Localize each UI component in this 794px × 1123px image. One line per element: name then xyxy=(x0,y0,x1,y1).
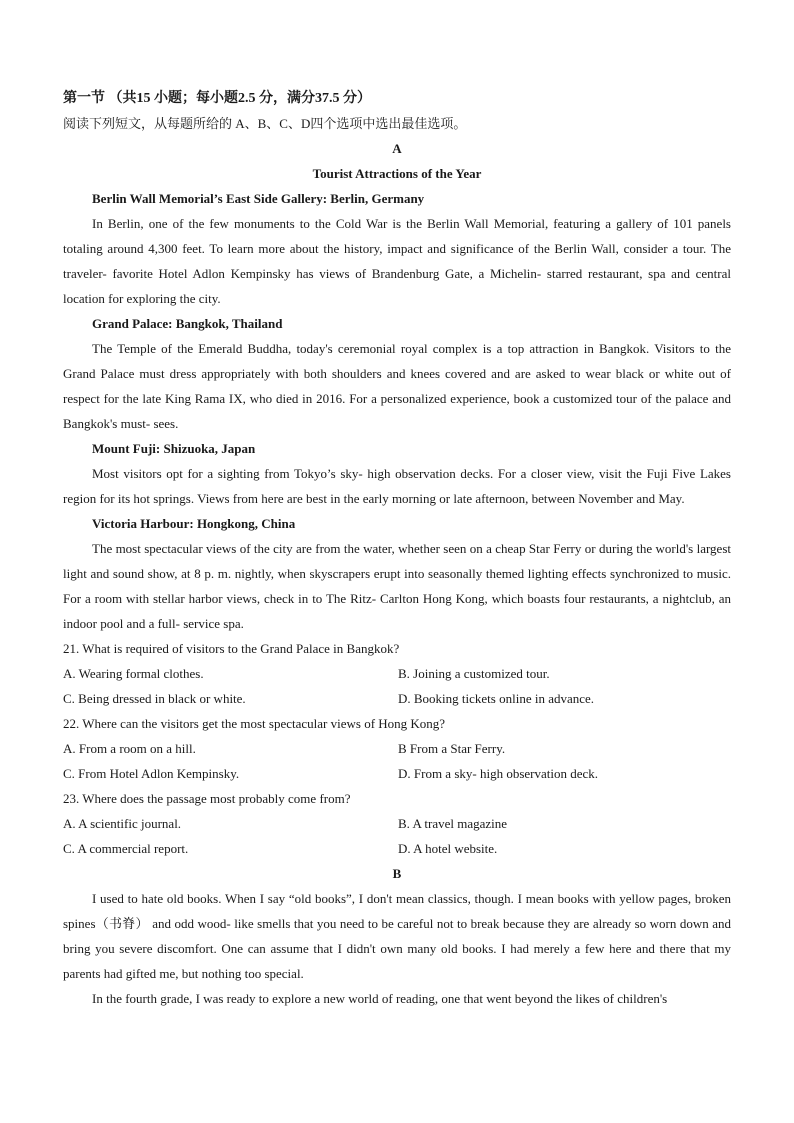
section-title: 第一节 （共15 小题；每小题2.5 分，满分37.5 分） xyxy=(63,91,371,106)
question-22-option-a[interactable]: A. From a room on a hill. xyxy=(63,741,196,756)
instructions: 阅读下列短文，从每题所给的 A、B、C、D四个选项中选出最佳选项。 xyxy=(63,116,467,131)
passage-a-title: Tourist Attractions of the Year xyxy=(312,166,482,181)
question-21-option-d[interactable]: D. Booking tickets online in advance. xyxy=(398,691,595,706)
question-21-stem: 21. What is required of visitors to the Grand Palace in Bangkok? xyxy=(63,641,400,656)
passage-b-label: B xyxy=(392,866,402,881)
section-heading-victoria: Victoria Harbour: Hongkong, China xyxy=(92,516,296,531)
question-22-option-b[interactable]: B From a Star Ferry. xyxy=(398,741,506,756)
question-23-stem: 23. Where does the passage most probably come from? xyxy=(63,791,351,806)
question-23-options xyxy=(63,811,731,861)
page-content xyxy=(63,86,731,1011)
section-heading-fuji: Mount Fuji: Shizuoka, Japan xyxy=(92,441,256,456)
question-23-option-a[interactable]: A. A scientific journal. xyxy=(63,816,182,831)
question-22-stem: 22. Where can the visitors get the most spectacular views of Hong Kong? xyxy=(63,716,446,731)
question-21-option-c[interactable]: C. Being dressed in black or white. xyxy=(63,691,246,706)
question-23-option-b[interactable]: B. A travel magazine xyxy=(398,816,508,831)
question-21-options xyxy=(63,661,731,711)
section-text-bangkok: The Temple of the Emerald Buddha, today's ceremonial royal complex is a top attraction in Bangkok. Visitors to the Grand Palace must dress appropriately with both shoulders and knees covered and are asked to wear black or white out of respect for the late King Rama IX, who died in 2016. For a personalized experience, book a customized tour of the palace and Bangkok's must- sees. xyxy=(63,341,731,431)
question-22-option-d[interactable]: D. From a sky- high observation deck. xyxy=(398,766,599,781)
question-23-option-c[interactable]: C. A commercial report. xyxy=(63,841,189,856)
section-heading-bangkok: Grand Palace: Bangkok, Thailand xyxy=(92,316,283,331)
passage-b-paragraph-2: In the fourth grade, I was ready to explore a new world of reading, one that went beyond the likes of children's xyxy=(92,991,668,1006)
question-21-option-a[interactable]: A. Wearing formal clothes. xyxy=(63,666,204,681)
section-text-victoria: The most spectacular views of the city are from the water, whether seen on a cheap Star Ferry or during the world's largest light and sound show, at 8 p. m. nightly, when skyscrapers erupt into seasonally themed lighting effects synchronized to music. For a room with stellar harbor views, check in to The Ritz- Carlton Hong Kong, which boasts four restaurants, a nightclub, an indoor pool and a full- service spa. xyxy=(63,541,731,631)
question-22-option-c[interactable]: C. From Hotel Adlon Kempinsky. xyxy=(63,766,240,781)
question-21-option-b[interactable]: B. Joining a customized tour. xyxy=(398,666,550,681)
section-text-berlin: In Berlin, one of the few monuments to the Cold War is the Berlin Wall Memorial, featuring a gallery of 101 panels totaling around 4,300 feet. To learn more about the history, impact and significance of the Berlin Wall, consider a tour. The traveler- favorite Hotel Adlon Kempinsky has views of Brandenburg Gate, a Michelin- starred restaurant, spa and central location for exploring the city. xyxy=(63,216,731,306)
section-text-fuji: Most visitors opt for a sighting from Tokyo’s sky- high observation decks. For a closer view, visit the Fuji Five Lakes region for its hot springs. Views from here are best in the early morning or late afternoon, between November and May. xyxy=(63,466,731,506)
passage-a-label: A xyxy=(392,141,402,156)
section-heading-berlin: Berlin Wall Memorial’s East Side Gallery: Berlin, Germany xyxy=(92,191,425,206)
question-23-option-d[interactable]: D. A hotel website. xyxy=(398,841,498,856)
question-22-options xyxy=(63,736,731,786)
passage-b-paragraph-1: I used to hate old books. When I say “old books”, I don't mean classics, though. I mean books with yellow pages, broken spines（书脊） and odd wood- like smells that you need to be careful not to break because they are already so worn down and bring you severe discomfort. One can assume that I didn't own many old books. I had merely a few here and there that my parents had gifted me, but nothing too special. xyxy=(63,891,731,981)
